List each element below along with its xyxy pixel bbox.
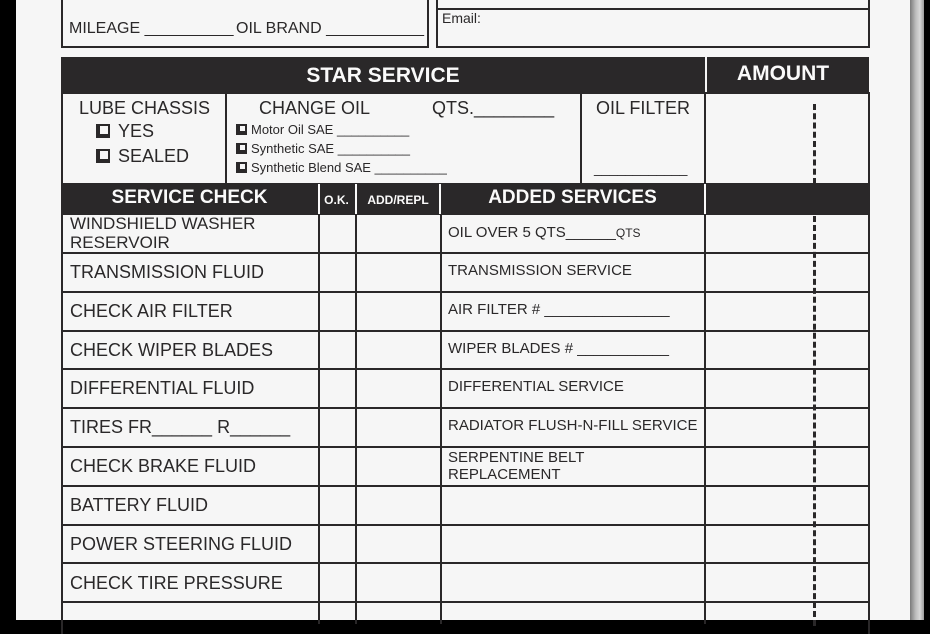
added-service-item: DIFFERENTIAL SERVICE bbox=[448, 378, 624, 395]
checkbox-icon[interactable] bbox=[96, 124, 110, 138]
lube-yes-option[interactable]: YES bbox=[96, 121, 154, 142]
row-divider bbox=[61, 524, 870, 526]
added-service-item[interactable]: OIL OVER 5 QTS______QTS bbox=[448, 224, 641, 241]
mileage-field[interactable]: MILEAGE __________ bbox=[69, 20, 234, 37]
service-check-item: POWER STEERING FLUID bbox=[70, 534, 293, 554]
qts-field[interactable]: QTS.________ bbox=[432, 98, 555, 118]
amount-cents-divider bbox=[813, 216, 816, 626]
divider bbox=[704, 92, 706, 185]
row-divider bbox=[61, 407, 870, 409]
added-service-item: RADIATOR FLUSH-N-FILL SERVICE bbox=[448, 417, 698, 434]
contact-divider bbox=[436, 8, 870, 10]
row-divider bbox=[61, 368, 870, 370]
row-divider bbox=[61, 562, 870, 564]
star-service-title: STAR SERVICE bbox=[306, 64, 460, 87]
amount-header-label: AMOUNT bbox=[736, 62, 830, 85]
amount-cents-divider bbox=[813, 104, 816, 184]
synthetic-blend-option[interactable]: Synthetic Blend SAE __________ bbox=[236, 160, 447, 175]
service-check-item[interactable]: TIRES FR______ R______ bbox=[70, 417, 291, 437]
page-edge-shadow bbox=[910, 0, 924, 620]
service-check-item: CHECK WIPER BLADES bbox=[70, 340, 274, 360]
service-check-item: DIFFERENTIAL FLUID bbox=[70, 378, 255, 398]
added-service-item: SERPENTINE BELT REPLACEMENT bbox=[448, 449, 585, 483]
divider bbox=[225, 92, 227, 185]
service-check-item: CHECK AIR FILTER bbox=[70, 301, 233, 321]
service-check-header: SERVICE CHECK bbox=[111, 187, 268, 208]
email-field[interactable]: Email: bbox=[442, 10, 481, 26]
header-divider bbox=[318, 184, 320, 214]
oil-brand-field[interactable]: OIL BRAND ___________ bbox=[236, 20, 424, 37]
header-divider bbox=[704, 184, 706, 214]
motor-oil-option[interactable]: Motor Oil SAE __________ bbox=[236, 122, 409, 137]
service-check-item: BATTERY FLUID bbox=[70, 495, 209, 515]
oil-filter-field[interactable]: ____________ bbox=[594, 160, 688, 176]
service-check-item: WINDSHIELD WASHER RESERVOIR bbox=[70, 214, 256, 252]
header-divider bbox=[355, 184, 357, 214]
header-divider bbox=[439, 184, 441, 214]
added-services-header: ADDED SERVICES bbox=[488, 187, 657, 208]
checkbox-icon[interactable] bbox=[236, 124, 247, 135]
lube-sealed-option[interactable]: SEALED bbox=[96, 146, 189, 167]
checkbox-icon[interactable] bbox=[236, 162, 247, 173]
row-divider bbox=[61, 291, 870, 293]
service-check-item: CHECK BRAKE FLUID bbox=[70, 456, 257, 476]
synthetic-option[interactable]: Synthetic SAE __________ bbox=[236, 141, 410, 156]
service-check-item: CHECK TIRE PRESSURE bbox=[70, 573, 283, 593]
oil-filter-label: OIL FILTER bbox=[596, 98, 691, 118]
add-repl-header: ADD/REPL bbox=[367, 193, 429, 207]
lube-chassis-label: LUBE CHASSIS bbox=[79, 98, 211, 118]
added-service-item[interactable]: WIPER BLADES # ___________ bbox=[448, 340, 669, 357]
divider bbox=[580, 92, 582, 185]
checkbox-icon[interactable] bbox=[96, 149, 110, 163]
row-divider bbox=[61, 601, 870, 603]
change-oil-label: CHANGE OIL bbox=[259, 98, 371, 118]
row-divider bbox=[61, 330, 870, 332]
row-divider bbox=[61, 485, 870, 487]
service-check-item: TRANSMISSION FLUID bbox=[70, 262, 265, 282]
ok-header: O.K. bbox=[324, 193, 349, 207]
checkbox-icon[interactable] bbox=[236, 143, 247, 154]
row-divider bbox=[61, 252, 870, 254]
added-service-item: TRANSMISSION SERVICE bbox=[448, 262, 632, 279]
row-divider bbox=[61, 446, 870, 448]
added-service-item[interactable]: AIR FILTER # _______________ bbox=[448, 301, 670, 318]
